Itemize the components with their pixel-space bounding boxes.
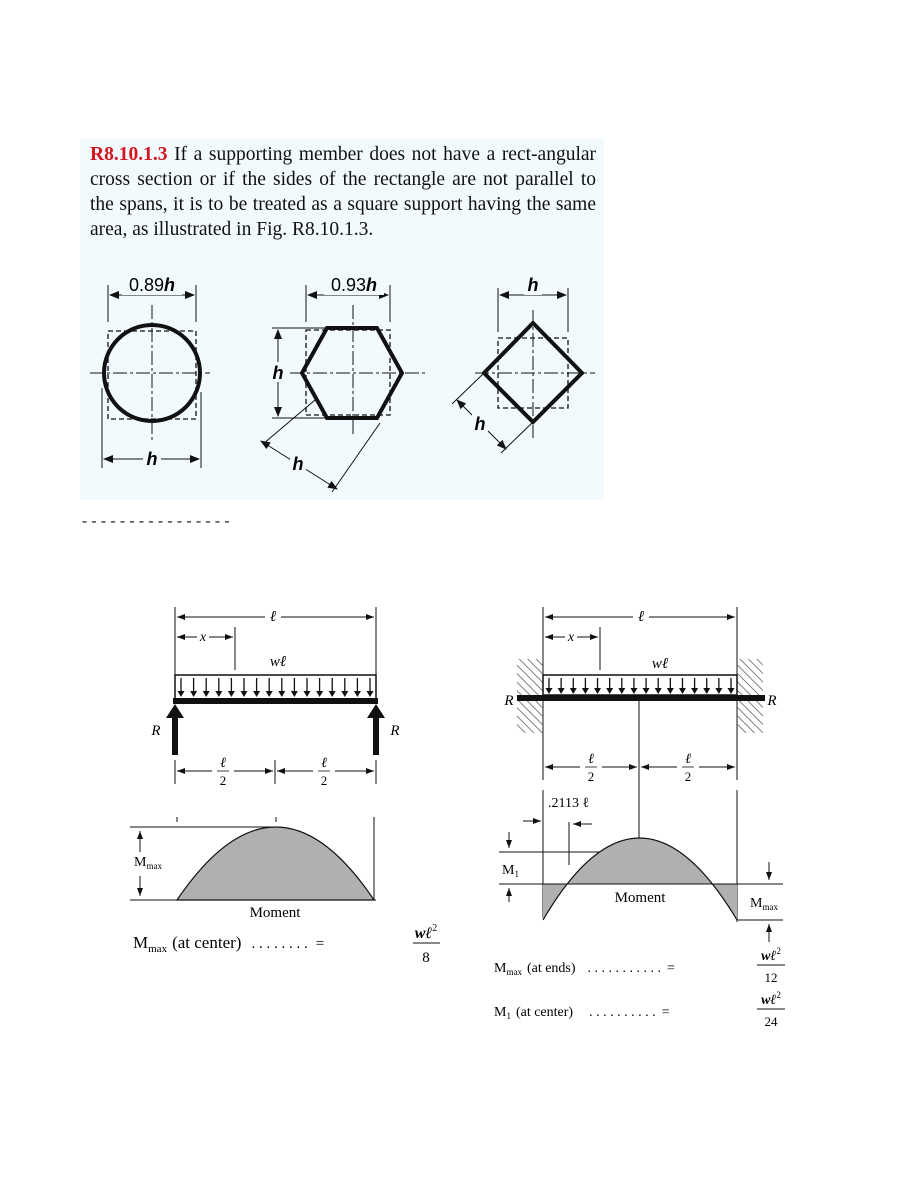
- load-arrow-head: [728, 688, 735, 694]
- load-arrow-head: [715, 688, 722, 694]
- moment-label: Moment: [249, 905, 301, 921]
- load-arrow-head: [278, 691, 285, 697]
- formula2-denominator: 24: [764, 1014, 778, 1029]
- fixed-right-reaction-label: R: [767, 693, 777, 709]
- circle-width-label: 0.89h: [128, 275, 176, 295]
- fixed-x-label: x: [567, 630, 575, 645]
- fixed-mmax-label: $M_{max}$: [750, 896, 778, 912]
- load-arrow-head: [630, 688, 637, 694]
- hexagon-support-shape: [261, 273, 425, 492]
- right-reaction-arrow: [367, 704, 385, 755]
- fixed-span-label: ℓ: [637, 609, 645, 625]
- load-arrow-head: [582, 688, 589, 694]
- load-arrow-head: [606, 688, 613, 694]
- load-arrow-head: [203, 691, 210, 697]
- diamond-support-shape: [452, 274, 595, 453]
- offset-label: .2113 ℓ: [548, 796, 590, 811]
- fixed-moment-label: Moment: [614, 890, 666, 906]
- load-arrow-head: [178, 691, 185, 697]
- left-reaction-label: R: [151, 723, 161, 739]
- load-arrow-head: [316, 691, 323, 697]
- fixed-end-beam: [503, 607, 776, 852]
- load-arrow-head: [703, 688, 710, 694]
- diamond-h-label: h: [527, 275, 539, 295]
- load-arrow-head: [341, 691, 348, 697]
- load-arrow-head: [354, 691, 361, 697]
- paragraph-text: If a supporting member does not have a rect-angular cross section or if the sides of the rectangle are not parallel to the spans, it is to be treated as a square support having the same area, as illustrated in Fig. R8.10.1.3.: [90, 144, 597, 240]
- load-arrow-head: [367, 691, 374, 697]
- simply-supported-moment-diagram: [130, 817, 440, 966]
- fixed-distributed-load-arrows: [546, 678, 735, 694]
- load-arrow-head: [266, 691, 273, 697]
- half-span-num-right: ℓ: [321, 756, 327, 771]
- half-span-num-left: ℓ: [220, 756, 226, 771]
- moment-parabola: [177, 827, 374, 900]
- right-reaction-label: R: [390, 723, 400, 739]
- support-shapes-figure: [80, 260, 604, 500]
- load-arrow-head: [691, 688, 698, 694]
- hexagon-h-label: h: [272, 363, 284, 383]
- formula-m1-center: $M_1$ (at center) . . . . . . . . . . =: [494, 1005, 670, 1021]
- hexagon-width-label: 0.93h: [330, 275, 378, 295]
- distributed-load-arrows: [178, 678, 374, 697]
- formula-mmax-center: $M_{max}$ (at center) . . . . . . . . =: [133, 933, 325, 955]
- formula1-numerator: wℓ$^2$: [761, 946, 781, 964]
- fixed-half-span-num-left: ℓ: [588, 752, 594, 767]
- fixed-beam-bar: [517, 695, 765, 701]
- m1-label: $M_1$: [502, 863, 519, 879]
- load-arrow-head: [594, 688, 601, 694]
- load-arrow-head: [190, 691, 197, 697]
- formula-mmax-ends: $M_{max}$ (at ends) . . . . . . . . . . . =: [494, 961, 675, 977]
- formula-numerator: wℓ$^2$: [414, 923, 438, 942]
- load-arrow-head: [558, 688, 565, 694]
- fixed-left-reaction-label: R: [504, 693, 514, 709]
- half-span-den-right: 2: [320, 773, 328, 788]
- load-arrow-head: [291, 691, 298, 697]
- load-arrow-head: [679, 688, 686, 694]
- load-arrow-head: [643, 688, 650, 694]
- load-arrow-head: [329, 691, 336, 697]
- formula2-numerator: wℓ$^2$: [761, 990, 781, 1008]
- half-span-den-left: 2: [219, 773, 227, 788]
- load-label: wℓ: [269, 654, 287, 670]
- load-arrow-head: [253, 691, 260, 697]
- mmax-label: $M_{max}$: [134, 855, 162, 871]
- circle-support-shape: [90, 273, 210, 469]
- fixed-half-span-den-left: 2: [587, 769, 595, 784]
- load-arrow-head: [618, 688, 625, 694]
- load-arrow-head: [570, 688, 577, 694]
- span-label: ℓ: [269, 609, 277, 625]
- code-paragraph: [90, 142, 596, 242]
- load-arrow-head: [667, 688, 674, 694]
- simply-supported-beam: [150, 607, 399, 789]
- formula1-denominator: 12: [764, 970, 778, 985]
- load-arrow-head: [655, 688, 662, 694]
- load-arrow-head: [241, 691, 248, 697]
- beam-bar: [173, 698, 378, 704]
- section-number: R8.10.1.3: [90, 144, 168, 165]
- load-arrow-head: [228, 691, 235, 697]
- separator-line: ----------------: [80, 514, 233, 531]
- beam-diagrams: [0, 590, 918, 1050]
- circle-h-label: h: [146, 449, 158, 469]
- left-reaction-arrow: [166, 704, 184, 755]
- x-label: x: [199, 630, 207, 645]
- hexagon-diagonal-h-label: h: [292, 454, 304, 474]
- load-arrow-head: [546, 688, 553, 694]
- fixed-half-span-den-right: 2: [684, 769, 692, 784]
- load-arrow-head: [304, 691, 311, 697]
- fixed-half-span-num-right: ℓ: [685, 752, 691, 767]
- load-arrow-head: [215, 691, 222, 697]
- fixed-load-label: wℓ: [651, 656, 669, 672]
- diamond-side-h-label: h: [474, 414, 486, 434]
- formula-denominator: 8: [422, 950, 430, 966]
